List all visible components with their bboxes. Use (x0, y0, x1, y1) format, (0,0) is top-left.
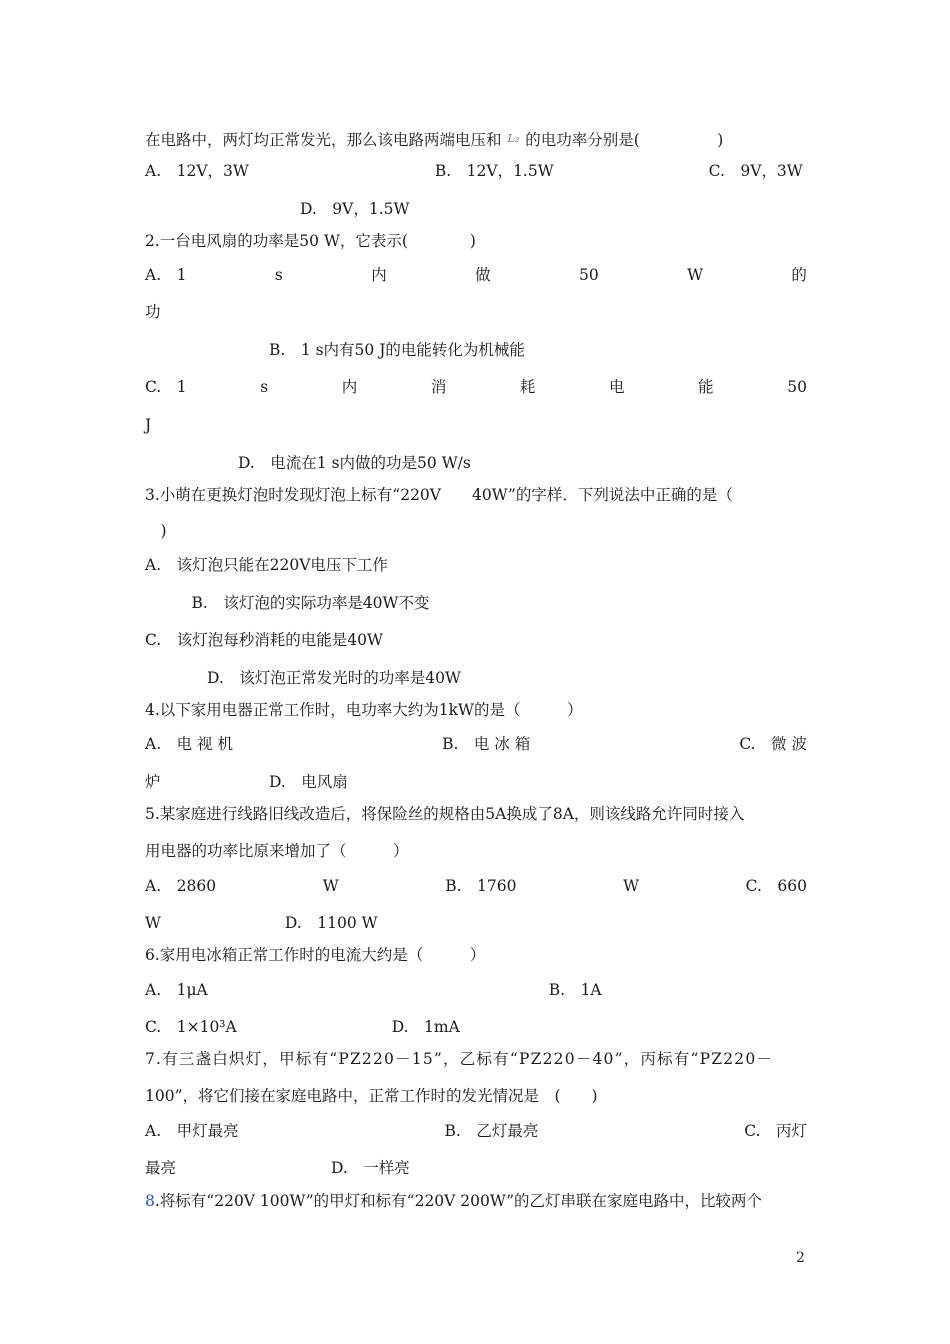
text-segment: 做 (475, 266, 491, 284)
question-3-option-d: D. 该灯泡正常发光时的功率是40W (145, 669, 461, 687)
question-1-stem-line (145, 128, 807, 151)
text-segment: 50 (787, 378, 807, 396)
question-2-option-a-line (145, 264, 807, 286)
question-3-stem-wrap: ) (145, 522, 167, 540)
question-6-options-cd: C. 1×10³A D. 1mA (145, 1018, 460, 1036)
question-3-option-a: A. 该灯泡只能在220V电压下工作 (145, 556, 388, 574)
question-3-option-c: C. 该灯泡每秒消耗的电能是40W (145, 631, 383, 649)
question-2-option-b: B. 1 s内有50 J的电能转化为机械能 (145, 341, 525, 359)
question-2-option-c-wrap: J (145, 416, 152, 434)
text-segment: C. 1 (145, 378, 187, 396)
text-segment: 50 (578, 266, 599, 284)
text-segment: A. 2860 (145, 877, 217, 895)
question-1-options-line: A. 12V，3W B. 12V，1.5W C. 9V，3W (145, 162, 803, 180)
question-2-option-c-line (145, 376, 807, 398)
text-segment: 的 (791, 266, 807, 284)
text-segment: s (260, 378, 269, 396)
text-segment: B. 1760 (445, 877, 517, 895)
text-segment: A. 甲灯最亮 (145, 1122, 239, 1140)
question-7-options-wrap: 最亮 D. 一样亮 (145, 1159, 410, 1177)
text-segment: 消 (430, 378, 447, 396)
question-5-options-line (145, 875, 807, 897)
text-segment: C. 微 波 (739, 735, 807, 753)
question-7-stem: 7.有三盏白炽灯，甲标有“PZ220－15”，乙标有“PZ220－40”，丙标有“PZ220－ (145, 1050, 774, 1068)
text-segment: W (322, 877, 339, 895)
text-segment: 的电功率分别是( ) (525, 131, 724, 149)
text-segment: W (687, 266, 704, 284)
question-7-options-line (145, 1120, 807, 1142)
l2-symbol: L₂ (507, 132, 520, 145)
page-number: 2 (796, 1250, 805, 1266)
text-segment: W (623, 877, 640, 895)
question-7-stem-wrap: 100”，将它们接在家庭电路中，正常工作时的发光情况是 ( ) (145, 1087, 598, 1105)
question-1-option-d: D. 9V，1.5W (145, 200, 410, 218)
question-2-option-a-wrap: 功 (145, 303, 161, 321)
question-5-options-wrap: W D. 1100 W (145, 914, 378, 932)
text-segment: A. 电 视 机 (145, 735, 233, 753)
question-number: 8 (145, 1192, 155, 1210)
question-3-stem: 3.小萌在更换灯泡时发现灯泡上标有“220V 40W”的字样．下列说法中正确的是（ (145, 486, 733, 504)
text-segment: C. 丙灯 (744, 1122, 807, 1140)
question-5-stem-wrap: 用电器的功率比原来增加了（ ） (145, 842, 409, 860)
text-segment: A. 1 (145, 266, 187, 284)
text-segment: 耗 (519, 378, 536, 396)
text-segment: 电 (609, 378, 625, 396)
text-segment: 在电路中，两灯均正常发光，那么该电路两端电压和 (145, 131, 502, 149)
text-segment: .将标有“220V 100W”的甲灯和标有“220V 200W”的乙灯串联在家庭电路中，比较两个 (154, 1192, 763, 1210)
text-segment: s (274, 266, 283, 284)
question-6-stem: 6.家用电冰箱正常工作时的电流大约是（ ） (145, 946, 486, 964)
text-segment: 内 (341, 378, 358, 396)
question-3-option-b: B. 该灯泡的实际功率是40W不变 (145, 594, 430, 612)
question-4-options-wrap: 炉 D. 电风扇 (145, 773, 348, 791)
question-5-stem: 5.某家庭进行线路旧线改造后，将保险丝的规格由5A换成了8A，则该线路允许同时接入 (145, 805, 745, 823)
question-4-options-line (145, 733, 807, 755)
question-2-stem: 2.一台电风扇的功率是50 W，它表示( ) (145, 232, 476, 250)
text-segment: 内 (371, 266, 387, 284)
question-8-stem (145, 1190, 807, 1212)
question-2-option-d: D. 电流在1 s内做的功是50 W/s (145, 454, 471, 472)
text-segment: C. 660 (745, 877, 807, 895)
question-6-options-ab: A. 1μA B. 1A (145, 981, 602, 999)
text-segment: B. 电 冰 箱 (442, 735, 531, 753)
text-segment: B. 乙灯最亮 (444, 1122, 539, 1140)
question-4-stem: 4.以下家用电器正常工作时，电功率大约为1kW的是（ ） (145, 701, 583, 719)
text-segment: 能 (698, 378, 714, 396)
